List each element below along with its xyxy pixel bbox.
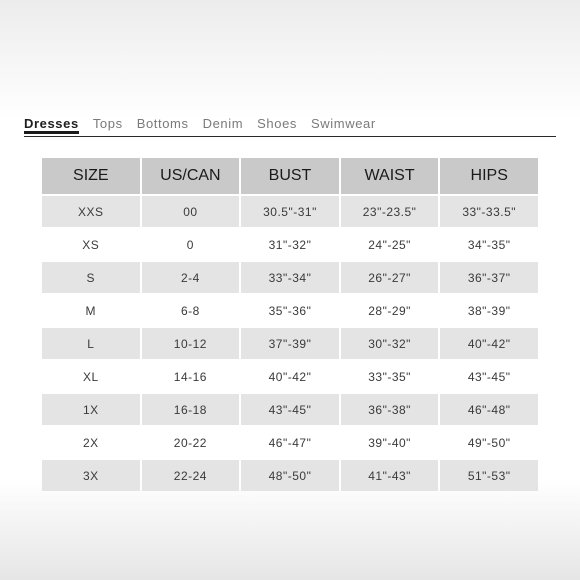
header-waist: WAIST [341, 158, 439, 194]
cell-us-can: 0 [142, 229, 240, 260]
tab-denim[interactable]: Denim [202, 116, 244, 131]
cell-size: 1X [42, 394, 140, 425]
cell-waist: 33"-35" [341, 361, 439, 392]
cell-hips: 34"-35" [440, 229, 538, 260]
cell-size: S [42, 262, 140, 293]
cell-us-can: 16-18 [142, 394, 240, 425]
cell-size: XL [42, 361, 140, 392]
tab-tops[interactable]: Tops [92, 116, 123, 131]
cell-size: XS [42, 229, 140, 260]
cell-waist: 26"-27" [341, 262, 439, 293]
cell-us-can: 2-4 [142, 262, 240, 293]
cell-bust: 31"-32" [241, 229, 339, 260]
cell-bust: 35"-36" [241, 295, 339, 326]
cell-hips: 38"-39" [440, 295, 538, 326]
table-row [42, 262, 538, 293]
cell-hips: 33"-33.5" [440, 196, 538, 227]
cell-bust: 30.5"-31" [241, 196, 339, 227]
cell-size: M [42, 295, 140, 326]
tab-dresses[interactable]: Dresses [24, 116, 79, 134]
tabs-divider [24, 136, 556, 137]
header-us-can: US/CAN [142, 158, 240, 194]
table-row [42, 196, 538, 227]
table-row [42, 427, 538, 458]
cell-us-can: 22-24 [142, 460, 240, 491]
cell-bust: 46"-47" [241, 427, 339, 458]
cell-hips: 36"-37" [440, 262, 538, 293]
header-bust: BUST [241, 158, 339, 194]
cell-hips: 40"-42" [440, 328, 538, 359]
cell-bust: 37"-39" [241, 328, 339, 359]
cell-hips: 43"-45" [440, 361, 538, 392]
table-row [42, 394, 538, 425]
cell-size: 2X [42, 427, 140, 458]
cell-waist: 28"-29" [341, 295, 439, 326]
cell-us-can: 14-16 [142, 361, 240, 392]
cell-us-can: 6-8 [142, 295, 240, 326]
tab-bottoms[interactable]: Bottoms [136, 116, 189, 131]
cell-hips: 49"-50" [440, 427, 538, 458]
cell-waist: 30"-32" [341, 328, 439, 359]
cell-size: XXS [42, 196, 140, 227]
cell-bust: 40"-42" [241, 361, 339, 392]
cell-waist: 24"-25" [341, 229, 439, 260]
cell-waist: 36"-38" [341, 394, 439, 425]
tab-swimwear[interactable]: Swimwear [311, 116, 376, 131]
cell-waist: 41"-43" [341, 460, 439, 491]
cell-size: L [42, 328, 140, 359]
table-row [42, 295, 538, 326]
tab-shoes[interactable]: Shoes [257, 116, 298, 131]
table-row [42, 328, 538, 359]
table-row [42, 229, 538, 260]
cell-us-can: 10-12 [142, 328, 240, 359]
category-tabs [24, 116, 390, 134]
cell-size: 3X [42, 460, 140, 491]
cell-bust: 43"-45" [241, 394, 339, 425]
cell-bust: 48"-50" [241, 460, 339, 491]
table-row [42, 361, 538, 392]
cell-hips: 46"-48" [440, 394, 538, 425]
header-size: SIZE [42, 158, 140, 194]
cell-us-can: 00 [142, 196, 240, 227]
header-hips: HIPS [440, 158, 538, 194]
size-chart-table [40, 156, 540, 493]
cell-bust: 33"-34" [241, 262, 339, 293]
cell-hips: 51"-53" [440, 460, 538, 491]
table-row [42, 460, 538, 491]
cell-waist: 23"-23.5" [341, 196, 439, 227]
cell-us-can: 20-22 [142, 427, 240, 458]
cell-waist: 39"-40" [341, 427, 439, 458]
table-header-row [42, 158, 538, 194]
